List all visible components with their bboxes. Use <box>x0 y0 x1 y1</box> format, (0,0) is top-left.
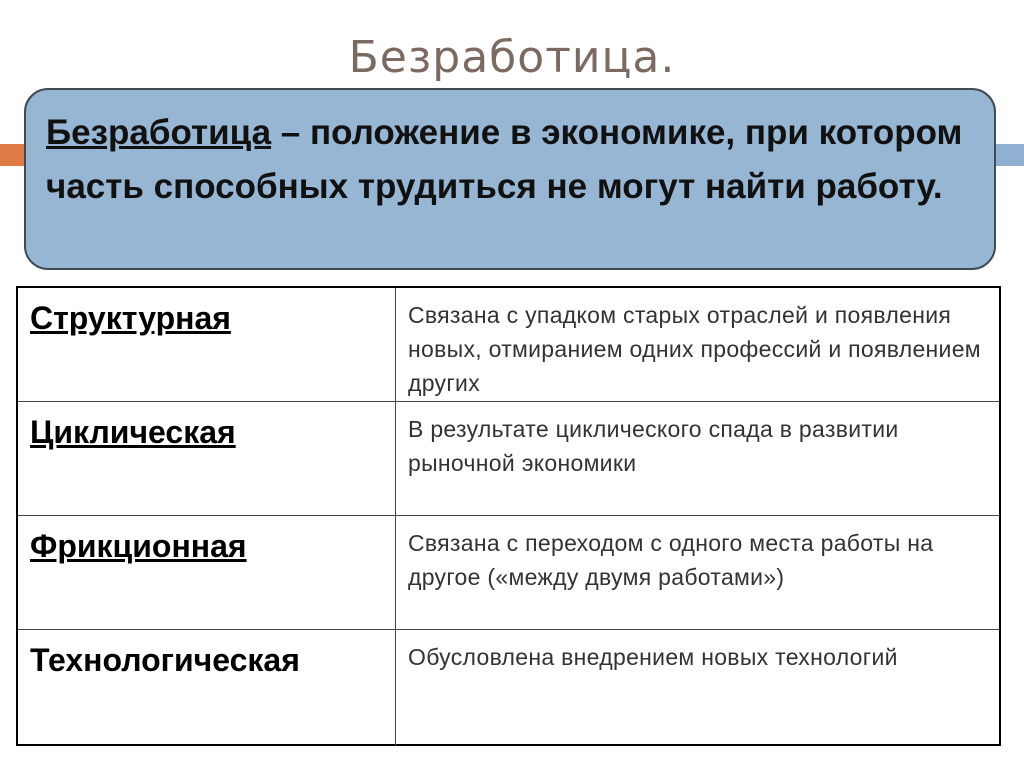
type-name: Циклическая <box>18 402 396 515</box>
type-name: Технологическая <box>18 630 396 746</box>
type-description: Связана с переходом с одного места работы на другое («между двумя работами») <box>408 530 934 590</box>
table-row <box>18 402 999 516</box>
table-row <box>18 516 999 630</box>
type-name: Фрикционная <box>18 516 396 629</box>
type-description: Обусловлена внедрением новых технологий <box>408 644 898 670</box>
type-name: Структурная <box>18 288 396 401</box>
slide-title: Безработица. <box>348 32 676 83</box>
table-row <box>18 630 999 746</box>
definition-term: Безработица <box>46 113 272 152</box>
type-description: Связана с упадком старых отраслей и появления новых, отмиранием одних профессий и появлением других <box>408 302 981 396</box>
unemployment-types-table <box>16 286 1001 746</box>
table-row <box>18 288 999 402</box>
definition-text: – положение в экономике, при котором часть способных трудиться не могут найти работу. <box>46 113 963 206</box>
definition-box <box>24 88 996 270</box>
type-description: В результате циклического спада в развитии рыночной экономики <box>408 416 899 476</box>
